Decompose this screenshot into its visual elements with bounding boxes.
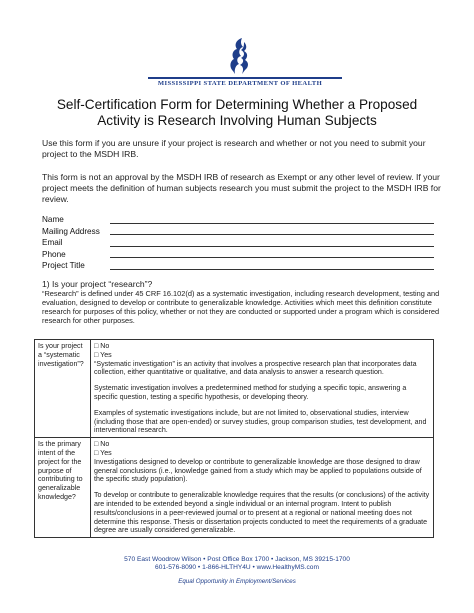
name-input-line[interactable] <box>110 223 434 224</box>
phone-label: Phone <box>42 249 66 259</box>
table-row <box>35 438 434 538</box>
name-field[interactable] <box>42 214 434 226</box>
project-title-input-line[interactable] <box>110 269 434 270</box>
contact-fields <box>42 214 434 272</box>
generalizable-yes-checkbox[interactable]: □ Yes <box>94 448 112 457</box>
project-title-label: Project Title <box>42 261 85 271</box>
form-title-line-2: Activity is Research Involving Human Subjects <box>97 113 377 128</box>
email-label: Email <box>42 238 63 248</box>
systematic-investigation-answer-cell <box>91 340 434 438</box>
generalizable-knowledge-answer-cell <box>91 438 434 538</box>
logo-divider <box>148 77 342 79</box>
mailing-address-field[interactable] <box>42 226 434 238</box>
systematic-investigation-question: Is your project a “systematic investigation”? <box>35 340 91 438</box>
generalizable-definition-text: Investigations designed to develop or contribute to generalizable knowledge are those designed to draw general conclusions (i.e., knowledge gained from a study which may be applied to populations outside of the specific study population). <box>94 457 422 484</box>
systematic-yes-checkbox[interactable]: □ Yes <box>94 350 112 359</box>
intro-paragraph-2: This form is not an approval by the MSDH IRB of research as Exempt or any other level of review. If your project meets the definition of human subjects research you must submit the project to the MSDH IRB for review. <box>42 172 441 204</box>
phone-field[interactable] <box>42 249 434 261</box>
msdh-logo-icon <box>226 36 254 76</box>
mailing-address-input-line[interactable] <box>110 234 434 235</box>
systematic-examples-text: Examples of systematic investigations include, but are not limited to, observational studies, interview (including those that are open-ended) or survey studies, group comparison studies, test development, and interventional research. <box>94 408 427 435</box>
footer-contact <box>0 556 474 572</box>
research-criteria-table <box>34 339 434 538</box>
mailing-address-label: Mailing Address <box>42 226 100 236</box>
equal-opportunity-statement: Equal Opportunity in Employment/Services <box>178 578 296 585</box>
question-1-heading: 1) Is your project “research”? <box>42 279 153 289</box>
name-label: Name <box>42 215 64 224</box>
form-title-line-1: Self-Certification Form for Determining Whether a Proposed <box>56 97 418 112</box>
email-field[interactable] <box>42 237 434 249</box>
msdh-logo <box>140 36 340 76</box>
email-input-line[interactable] <box>110 246 434 247</box>
systematic-definition-text: “Systematic investigation” is an activity that involves a prospective research plan that incorporates data collection, either quantitative or qualitative, and data analysis to answer a research question. <box>94 359 417 377</box>
project-title-field[interactable] <box>42 260 434 272</box>
systematic-no-checkbox[interactable]: □ No <box>94 342 110 350</box>
agency-name: MISSISSIPPI STATE DEPARTMENT OF HEALTH <box>157 80 323 87</box>
footer-address: 570 East Woodrow Wilson • Post Office Box 1700 • Jackson, MS 39215-1700 <box>124 556 350 563</box>
generalizable-no-checkbox[interactable]: □ No <box>94 440 110 449</box>
footer-phone-web: 601-576-8090 • 1-866-HLTHY4U • www.HealthyMS.com <box>155 564 319 572</box>
generalizable-intent-text: To develop or contribute to generalizable knowledge requires that the results (or conclusions) of the activity are intended to be extended beyond a single individual or an internal program. Intent to publish results/conclusions in a peer-reviewed journal or to present at a regional or national meeting does not determine this response. Thesis or dissertation projects conducted to meet the requirements of a graduate degree are usually considered generalizable. <box>94 491 430 535</box>
systematic-method-text: Systematic investigation involves a predetermined method for studying a specific topic, answering a specific question, testing a specific hypothesis, or developing theory. <box>94 384 407 401</box>
phone-input-line[interactable] <box>110 257 434 258</box>
research-definition: “Research” is defined under 45 CRF 16.102(d) as a systematic investigation, including research development, testing and evaluation, designed to develop or contribute to generalizable knowledge. Activities which meet this definition constitute research for purposes of this policy, whether or not they are conducted or supported under a program which is considered research for other purposes. <box>42 289 440 326</box>
intro-paragraph-1: Use this form if you are unsure if your project is research and whether or not you need to submit your project to the MSDH IRB. <box>42 138 426 159</box>
generalizable-knowledge-question: Is the primary intent of the project for the purpose of contributing to generalizable knowledge? <box>35 438 91 538</box>
form-title <box>40 97 434 129</box>
table-row <box>35 340 434 438</box>
